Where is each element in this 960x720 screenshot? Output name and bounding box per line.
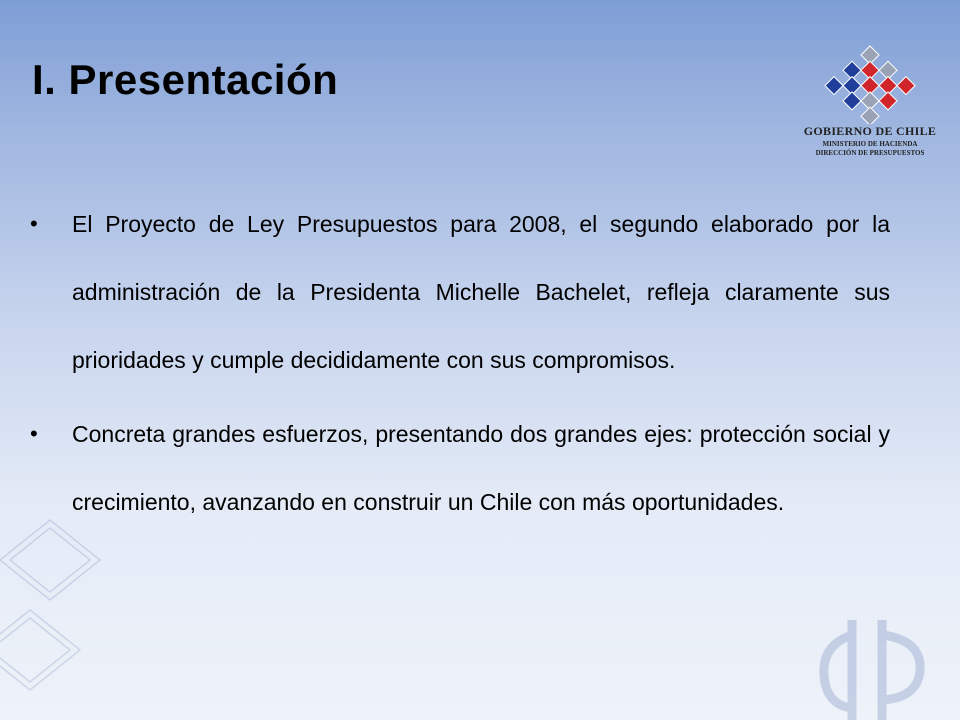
bullet-text: Concreta grandes esfuerzos, presentando dos grandes ejes: protección social y crecimiento, avanzando en construir un Chile con más oportunidades. bbox=[72, 421, 890, 515]
slide-title: I. Presentación bbox=[32, 56, 339, 103]
bullet-dot: • bbox=[30, 421, 38, 446]
bullet-text: El Proyecto de Ley Presupuestos para 2008, el segundo elaborado por la administración de la Presidenta Michelle Bachelet, refleja claramente sus prioridades y cumple decididamente con sus compromisos. bbox=[72, 211, 890, 373]
bullet-dot: • bbox=[30, 211, 38, 236]
logo-diamond-tile bbox=[843, 92, 861, 110]
logo-diamond-mark-icon bbox=[800, 38, 940, 124]
logo-line-2: MINISTERIO DE HACIENDA bbox=[822, 140, 918, 148]
logo-line-3: DIRECCIÓN DE PRESUPUESTOS bbox=[815, 149, 925, 157]
dipres-watermark-icon bbox=[812, 600, 960, 720]
logo-diamond-tile bbox=[825, 77, 843, 95]
bullet-item bbox=[30, 190, 890, 394]
logo-diamond-tile bbox=[861, 107, 879, 124]
bullet-list bbox=[30, 190, 890, 536]
logo-diamond-tile bbox=[879, 92, 897, 110]
logo-line-1: GOBIERNO DE CHILE bbox=[803, 124, 937, 138]
logo-diamond-tile bbox=[897, 77, 915, 95]
gobierno-de-chile-logo bbox=[800, 38, 940, 163]
bullet-item bbox=[30, 400, 890, 536]
